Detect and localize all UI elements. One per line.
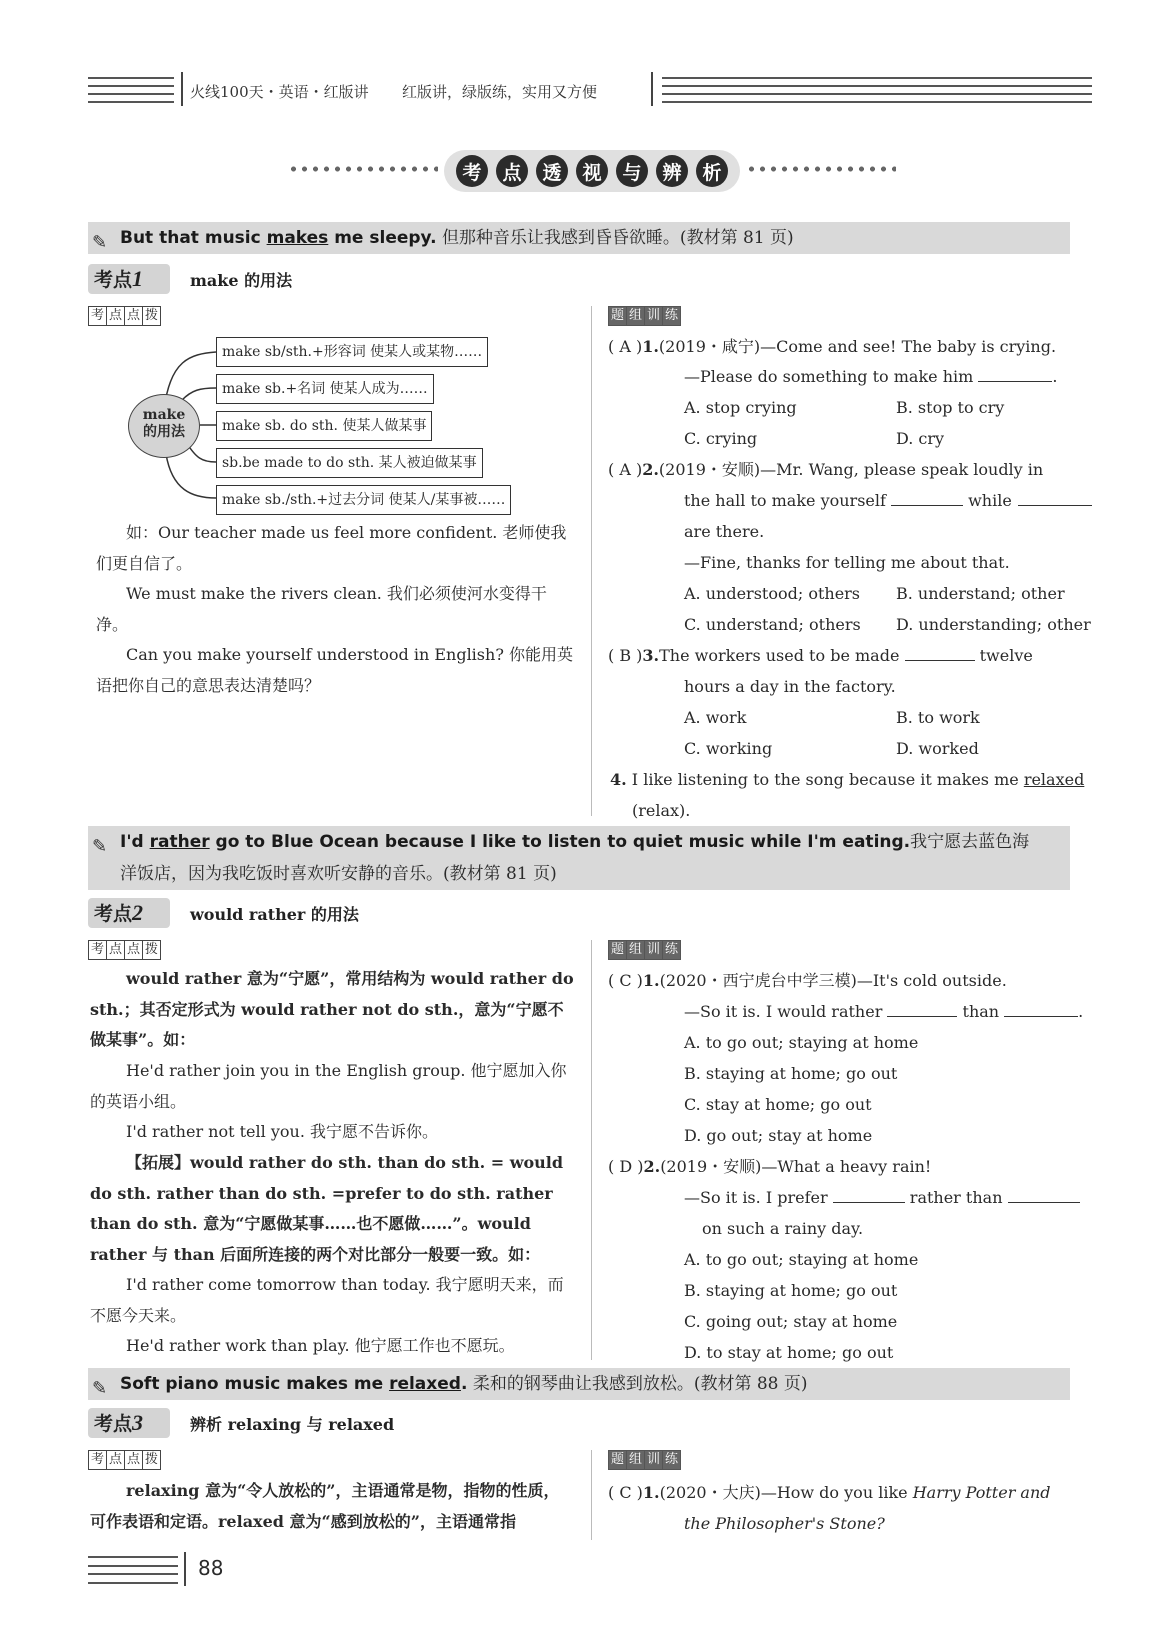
option: A. to go out; staying at home	[684, 1250, 919, 1269]
option: A. to go out; staying at home	[684, 1033, 919, 1052]
option: D. cry	[896, 429, 945, 448]
label-char: 训	[644, 1450, 663, 1470]
exercise-2-2-line2	[684, 1183, 1080, 1214]
mindmap-node: make sb./sth.+过去分词 使某人/某事被……	[216, 485, 511, 515]
footer-rule	[88, 1556, 178, 1584]
key-sentence-en-underlined: relaxed	[389, 1374, 461, 1394]
key-sentence-en-underlined: rather	[149, 832, 210, 852]
question-stem: on such a rainy day.	[702, 1219, 864, 1238]
question-stem: are there.	[684, 522, 765, 541]
header-rule-right	[662, 77, 1092, 103]
book-title: the Philosopher's Stone?	[684, 1514, 885, 1533]
tizu-xunlian-label	[608, 940, 680, 960]
key-sentence-1	[88, 222, 1070, 254]
answer-blank[interactable]	[833, 1187, 905, 1203]
kaodian-title-2: would rather 的用法	[190, 905, 359, 924]
option: C. crying	[684, 429, 758, 448]
label-char: 拨	[142, 306, 161, 326]
answer-bracket: ( A )	[608, 337, 643, 356]
question-number: 1.	[642, 971, 660, 990]
answer-bracket: ( B )	[608, 646, 643, 665]
example-2: We must make the rivers clean. 我们必须使河水变得干净。	[96, 584, 547, 634]
question-stem: than	[957, 1002, 1005, 1021]
question-stem: (2019・咸宁)—Come and see! The baby is crying.	[658, 337, 1057, 356]
key-sentence-en: go to Blue Ocean because I like to listen to quiet music while I'm eating.	[209, 832, 911, 852]
answer-blank[interactable]	[1004, 1001, 1078, 1017]
example: I'd rather not tell you. 我宁愿不告诉你。	[126, 1122, 438, 1141]
banner-dots-right	[746, 166, 896, 172]
mindmap-node: sb.be made to do sth. 某人被迫做某事	[216, 448, 483, 478]
kaodian-prefix: 考点	[94, 903, 133, 925]
example-3: Can you make yourself understood in English? 你能用英语把你自己的意思表达清楚吗？	[96, 645, 573, 695]
question-number: 1.	[642, 1483, 660, 1502]
label-char: 题	[608, 306, 627, 326]
label-char: 练	[662, 1450, 681, 1470]
label-char: 点	[106, 1450, 125, 1470]
column-divider	[591, 1450, 592, 1540]
exercise-2-1	[608, 966, 1007, 997]
example: He'd rather join you in the English group. 他宁愿加入你的英语小组。	[90, 1061, 567, 1111]
question-stem: The workers used to be made	[659, 646, 905, 665]
kaodian-label-1	[88, 264, 170, 294]
exercise-3-1	[608, 1478, 1051, 1509]
question-stem: I like listening to the song because it makes me	[631, 770, 1024, 789]
key-sentence-en-underlined: makes	[266, 228, 329, 248]
option: A. stop crying	[684, 398, 797, 417]
question-stem: —Fine, thanks for telling me about that.	[684, 553, 1010, 572]
banner-dots-left	[288, 166, 438, 172]
kaodian-title-3: 辨析 relaxing 与 relaxed	[190, 1415, 395, 1434]
option: B. stop to cry	[896, 398, 1005, 417]
question-stem: hours a day in the factory.	[684, 677, 896, 696]
question-stem: —So it is. I would rather	[684, 1002, 888, 1021]
mindmap-node: make sb. do sth. 使某人做某事	[216, 411, 432, 441]
option: B. staying at home; go out	[684, 1281, 898, 1300]
key-sentence-zh: 柔和的钢琴曲让我感到放松。(教材第 88 页)	[472, 1374, 808, 1394]
kaodian-dianbo-label	[88, 940, 160, 960]
rule-explanation: relaxing 意为“令人放松的”，主语通常是物，指物的性质，可作表语和定语。relaxed 意为“感到放松的”，主语通常指	[90, 1481, 560, 1531]
option: B. to work	[896, 708, 980, 727]
kaodian-prefix: 考点	[94, 1413, 133, 1435]
label-char: 考	[88, 1450, 107, 1470]
label-char: 点	[106, 940, 125, 960]
option: C. working	[684, 739, 773, 758]
question-stem: (2019・安顺)—Mr. Wang, please speak loudly in	[658, 460, 1044, 479]
answer-blank[interactable]	[1008, 1187, 1080, 1203]
kaodian-label-3	[88, 1408, 170, 1438]
kaodian-number: 1	[132, 266, 144, 291]
question-number: 3.	[642, 646, 660, 665]
key-sentence-en: Soft piano music makes me	[120, 1374, 390, 1394]
option: D. to stay at home; go out	[684, 1343, 894, 1362]
key-sentence-zh: 我宁愿去蓝色海	[910, 832, 1030, 852]
exercise-1-2-line2	[684, 486, 1092, 517]
question-stem: while	[963, 491, 1012, 510]
kaodian-label-2	[88, 898, 170, 928]
answer-blank[interactable]	[1018, 490, 1092, 506]
answer-blank[interactable]	[891, 490, 963, 506]
key-sentence-en: I'd	[120, 832, 150, 852]
answer-blank[interactable]	[887, 1001, 957, 1017]
header-divider	[181, 72, 183, 106]
banner-char: 视	[576, 155, 608, 187]
question-number: 1.	[642, 337, 659, 356]
kaodian-number: 3	[132, 1410, 144, 1435]
banner-char: 辨	[656, 155, 688, 187]
answer-blank[interactable]	[978, 366, 1052, 382]
mindmap-node: make sb/sth.+形容词 使某人或某物……	[216, 337, 488, 367]
label-char: 考	[88, 306, 107, 326]
label-char: 训	[644, 306, 663, 326]
option: B. staying at home; go out	[684, 1064, 898, 1083]
question-stem: the hall to make yourself	[684, 491, 891, 510]
option: A. understood; others	[684, 584, 861, 603]
answer-bracket: ( D )	[608, 1157, 644, 1176]
banner-char: 考	[456, 155, 488, 187]
exercise-2-2	[608, 1152, 931, 1183]
exercise-1-1	[608, 332, 1056, 363]
question-stem: (2020・西宁虎台中学三模)—It's cold outside.	[659, 971, 1007, 990]
question-stem: .	[1078, 1002, 1084, 1021]
pencil-icon: ✎	[92, 836, 108, 857]
label-char: 点	[124, 1450, 143, 1470]
header-rule-left	[88, 77, 174, 103]
mindmap-center-line: 的用法	[143, 424, 185, 440]
label-char: 点	[124, 940, 143, 960]
example-1: 如：Our teacher made us feel more confident. 老师使我们更自信了。	[96, 523, 567, 573]
filled-answer: relaxed	[1023, 770, 1085, 789]
question-stem: —Please do something to make him	[684, 367, 979, 386]
kaodian-prefix: 考点	[94, 269, 133, 291]
exercise-1-4	[610, 765, 1084, 796]
example: He'd rather work than play. 他宁愿工作也不愿玩。	[126, 1336, 515, 1355]
label-char: 拨	[142, 1450, 161, 1470]
pencil-icon: ✎	[92, 1378, 108, 1399]
question-stem: rather than	[904, 1188, 1008, 1207]
banner-char: 析	[696, 155, 728, 187]
option: B. understand; other	[896, 584, 1065, 603]
label-char: 组	[626, 1450, 645, 1470]
answer-blank[interactable]	[905, 645, 975, 661]
question-number: 2.	[643, 1157, 661, 1176]
option: D. understanding; other	[896, 615, 1091, 634]
column-divider	[591, 940, 592, 1360]
key-sentence-zh: 但那种音乐让我感到昏昏欲睡。(教材第 81 页)	[441, 228, 794, 248]
key-sentence-line	[120, 826, 1070, 858]
key-sentence-3	[88, 1368, 1070, 1400]
kaodian-dianbo-label	[88, 1450, 160, 1470]
header-slogan: 红版讲，绿版练，实用又方便	[402, 83, 598, 101]
question-stem: .	[1052, 367, 1058, 386]
example: I'd rather come tomorrow than today. 我宁愿明天来，而不愿今天来。	[90, 1275, 564, 1325]
header-book-title: 火线100天・英语・红版讲	[190, 83, 369, 101]
question-stem: —So it is. I prefer	[684, 1188, 833, 1207]
question-stem: (relax).	[632, 801, 691, 820]
answer-bracket: ( A )	[608, 460, 643, 479]
key-sentence-zh: 洋饭店，因为我吃饭时喜欢听安静的音乐。(教材第 81 页)	[120, 864, 557, 884]
kaodian-title-1: make 的用法	[190, 271, 293, 290]
option: C. stay at home; go out	[684, 1095, 872, 1114]
extension-note: 【拓展】would rather do sth. than do sth. = would do sth. rather than do sth. =prefer to do sth. rather than do sth. 意为“宁愿做某事……也不愿做……”。would rather 与 than 后面所连接的两个对比部分一般要一致。如：	[90, 1153, 564, 1264]
option: D. worked	[896, 739, 979, 758]
option: C. going out; stay at home	[684, 1312, 898, 1331]
section-title-banner	[444, 150, 740, 192]
rule-explanation: would rather 意为“宁愿”，常用结构为 would rather do sth.；其否定形式为 would rather not do sth.，意为“宁愿不做某事”。如：	[90, 969, 574, 1049]
exercise-2-1-line2	[684, 997, 1083, 1028]
label-char: 拨	[142, 940, 161, 960]
label-char: 练	[662, 940, 681, 960]
mindmap-node: make sb.+名词 使某人成为……	[216, 374, 434, 404]
mindmap-center	[128, 394, 200, 458]
key-sentence-en: me sleepy.	[328, 228, 437, 248]
label-char: 题	[608, 1450, 627, 1470]
question-stem: twelve	[974, 646, 1033, 665]
label-char: 题	[608, 940, 627, 960]
answer-bracket: ( C )	[608, 1483, 643, 1502]
banner-char: 与	[616, 155, 648, 187]
banner-char: 透	[536, 155, 568, 187]
option: D. go out; stay at home	[684, 1126, 873, 1145]
label-char: 组	[626, 306, 645, 326]
pencil-icon: ✎	[92, 232, 108, 253]
question-stem: (2019・安顺)—What a heavy rain!	[660, 1157, 932, 1176]
label-char: 点	[106, 306, 125, 326]
header-divider-right	[651, 72, 653, 106]
exercise-1-2	[608, 455, 1043, 486]
exercise-1-3	[608, 641, 1033, 672]
mindmap-center-line: make	[142, 407, 186, 423]
label-char: 考	[88, 940, 107, 960]
key-sentence-2	[88, 826, 1070, 890]
label-char: 点	[124, 306, 143, 326]
footer-divider	[184, 1552, 186, 1586]
tizu-xunlian-label	[608, 306, 680, 326]
answer-bracket: ( C )	[608, 971, 643, 990]
label-char: 训	[644, 940, 663, 960]
question-number: 4.	[610, 770, 627, 789]
kaodian-dianbo-label	[88, 306, 160, 326]
option: C. understand; others	[684, 615, 861, 634]
option: A. work	[684, 708, 747, 727]
banner-char: 点	[496, 155, 528, 187]
question-number: 2.	[642, 460, 659, 479]
column-divider	[591, 306, 592, 816]
kaodian-number: 2	[132, 900, 144, 925]
key-sentence-en: But that music	[120, 228, 267, 248]
page-number: 88	[198, 1556, 224, 1580]
question-stem: (2020・大庆)—How do you like	[659, 1483, 913, 1502]
key-sentence-en: .	[460, 1374, 468, 1394]
label-char: 组	[626, 940, 645, 960]
book-title: Harry Potter and	[912, 1483, 1051, 1502]
label-char: 练	[662, 306, 681, 326]
tizu-xunlian-label	[608, 1450, 680, 1470]
exercise-1-1-line2	[684, 362, 1057, 393]
